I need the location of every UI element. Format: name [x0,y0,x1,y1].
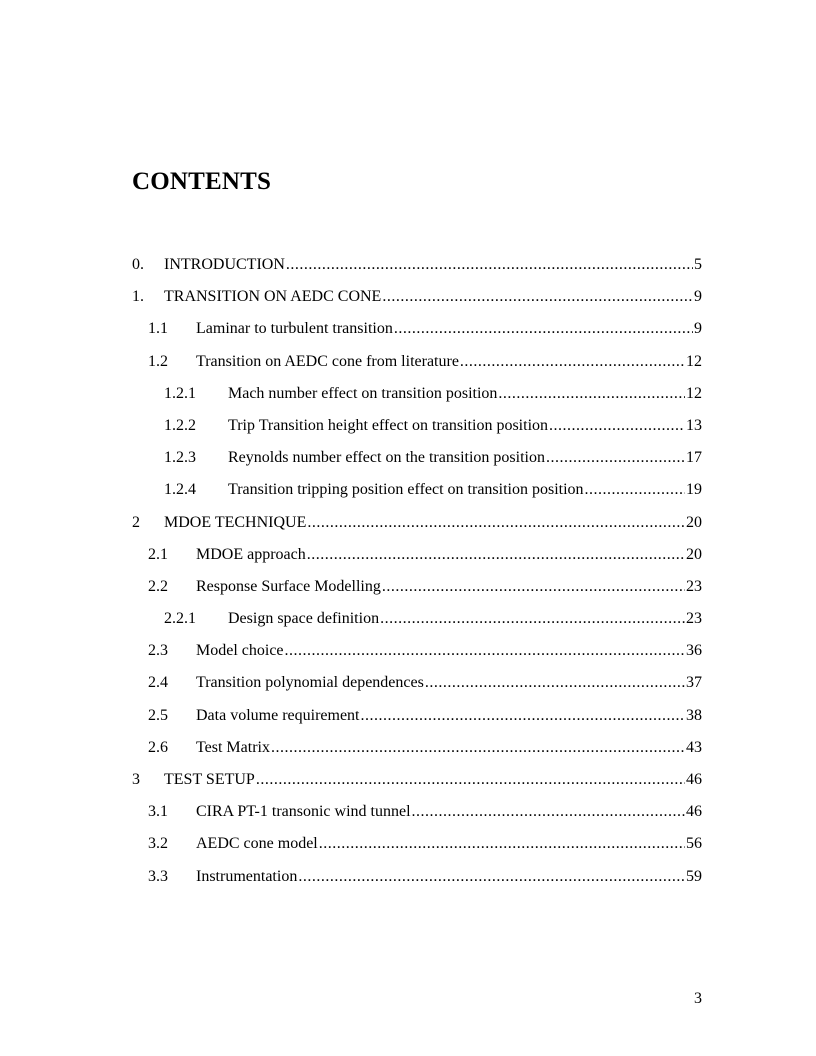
toc-entry-title: Test Matrix [196,736,271,760]
toc-entry-title: AEDC cone model [196,832,319,856]
toc-entry-number: 3.1 [148,803,168,821]
toc-entry [132,414,702,446]
toc-entry-number: 2.6 [148,738,168,756]
toc-entry [132,317,702,349]
toc-entry-title: Mach number effect on transition position [228,382,498,406]
dot-leader [412,800,685,824]
dot-leader [307,511,685,535]
toc-entry-page: 12 [686,384,702,402]
toc-entry-line [164,511,702,535]
toc-entry-page: 46 [686,803,702,821]
toc-entry [132,285,702,317]
toc-entry [132,704,702,736]
toc-entry-number: 1.1 [148,320,168,338]
toc-entry-page: 20 [686,545,702,563]
toc-entry-title: TEST SETUP [164,768,256,792]
dot-leader [361,704,686,728]
toc-entry-line [228,414,702,438]
toc-entry-title: MDOE TECHNIQUE [164,511,307,535]
dot-leader [394,317,693,341]
toc-entry-page: 5 [694,256,702,273]
toc-entry-number: 2.3 [148,642,168,660]
toc-entry-line [228,446,702,470]
toc-entry-page: 13 [686,416,702,434]
toc-entry [132,865,702,897]
toc-entry-number: 3.3 [148,867,168,885]
toc-entry-line [228,382,702,406]
toc-entry-title: Laminar to turbulent transition [196,317,394,341]
toc-entry-page: 23 [686,577,702,595]
toc-entry-number: 3 [132,771,140,788]
toc-entry-title: Transition tripping position effect on transition position [228,478,585,502]
toc-entry-line [164,285,702,309]
toc-entry-title: Trip Transition height effect on transition position [228,414,549,438]
dot-leader [382,575,685,599]
toc-entry-line [196,800,702,824]
toc-entry-line [196,671,702,695]
toc-entry-line [196,832,702,856]
toc-entry-page: 23 [686,610,702,628]
toc-entry-page: 59 [686,867,702,885]
page-number: 3 [694,990,702,1007]
toc-entry-title: Data volume requirement [196,704,361,728]
toc-entry [132,446,702,478]
toc-entry-number: 2.1 [148,545,168,563]
toc-entry-page: 37 [686,674,702,692]
toc-entry-title: CIRA PT-1 transonic wind tunnel [196,800,412,824]
toc-entry-page: 20 [686,513,702,531]
toc-entry-number: 3.2 [148,835,168,853]
table-of-contents [132,253,702,897]
toc-entry-number: 1. [132,288,144,306]
toc-entry-number: 1.2.2 [164,416,196,434]
toc-entry [132,800,702,832]
toc-entry [132,639,702,671]
toc-entry-page: 56 [686,835,702,853]
dot-leader [585,478,685,502]
dot-leader [549,414,685,438]
toc-entry [132,478,702,510]
toc-entry [132,832,702,864]
dot-leader [256,768,685,792]
toc-entry-line [228,607,702,631]
toc-entry-line [196,317,702,341]
toc-entry-line [164,253,702,277]
dot-leader [425,671,685,695]
dot-leader [286,253,693,277]
toc-entry-number: 1.2 [148,352,168,370]
toc-entry-line [196,704,702,728]
toc-entry-title: Reynolds number effect on the transition position [228,446,546,470]
dot-leader [307,543,685,567]
toc-entry-line [164,768,702,792]
toc-entry [132,607,702,639]
toc-entry-page: 9 [694,320,702,338]
toc-entry-number: 0. [132,256,144,273]
dot-leader [546,446,685,470]
toc-entry-number: 2.5 [148,706,168,724]
toc-entry-page: 43 [686,738,702,756]
toc-entry-number: 1.2.4 [164,481,196,499]
dot-leader [460,350,685,374]
toc-entry-page: 9 [694,288,702,306]
toc-entry-line [196,639,702,663]
dot-leader [498,382,685,406]
toc-entry-line [196,350,702,374]
dot-leader [271,736,685,760]
toc-entry-number: 1.2.1 [164,384,196,402]
toc-entry-number: 1.2.3 [164,449,196,467]
toc-entry-page: 12 [686,352,702,370]
toc-entry-number: 2 [132,513,140,531]
toc-entry-number: 2.2.1 [164,610,196,628]
page-title: CONTENTS [132,168,272,195]
toc-entry-page: 46 [686,771,702,788]
toc-entry-title: Transition on AEDC cone from literature [196,350,460,374]
toc-entry [132,253,702,285]
toc-entry-line [196,575,702,599]
toc-entry-title: Response Surface Modelling [196,575,382,599]
toc-entry-line [228,478,702,502]
toc-entry-title: Instrumentation [196,865,298,889]
dot-leader [319,832,685,856]
toc-entry-number: 2.4 [148,674,168,692]
toc-entry [132,350,702,382]
toc-entry-page: 17 [686,449,702,467]
dot-leader [285,639,685,663]
toc-entry-title: Model choice [196,639,285,663]
toc-entry-title: TRANSITION ON AEDC CONE [164,285,382,309]
toc-entry [132,511,702,543]
toc-entry [132,768,702,800]
toc-entry-line [196,736,702,760]
toc-entry [132,671,702,703]
toc-entry-title: Transition polynomial dependences [196,671,425,695]
dot-leader [380,607,685,631]
toc-entry-title: INTRODUCTION [164,253,286,277]
toc-entry-page: 36 [686,642,702,660]
toc-entry [132,736,702,768]
toc-entry-number: 2.2 [148,577,168,595]
dot-leader [382,285,693,309]
toc-entry-line [196,543,702,567]
toc-entry-title: Design space definition [228,607,380,631]
toc-entry [132,543,702,575]
dot-leader [298,865,685,889]
toc-entry [132,382,702,414]
toc-entry-title: MDOE approach [196,543,307,567]
toc-entry-page: 38 [686,706,702,724]
toc-entry-line [196,865,702,889]
toc-entry-page: 19 [686,481,702,499]
toc-entry [132,575,702,607]
